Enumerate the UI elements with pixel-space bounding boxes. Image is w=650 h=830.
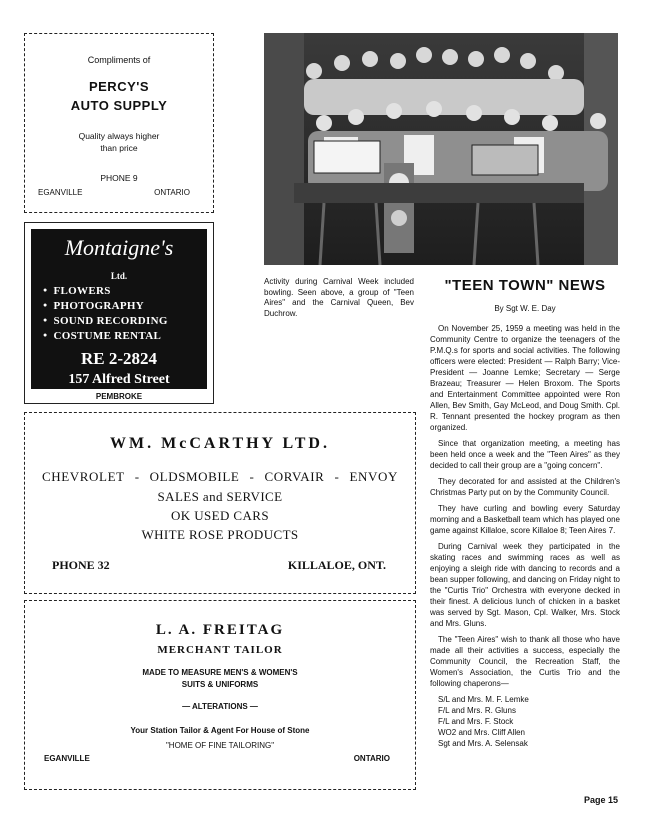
ad-city: PEMBROKE bbox=[95, 392, 143, 401]
ad-service-item: ● COSTUME RENTAL bbox=[43, 330, 168, 345]
ad-line3: WHITE ROSE PRODUCTS bbox=[141, 527, 299, 542]
ad-compliments: Compliments of bbox=[87, 55, 151, 65]
ad-ltd: Ltd. bbox=[110, 271, 128, 281]
ad-phone: PHONE 32 bbox=[52, 558, 110, 572]
article-paragraph: Since that organization meeting, a meeting has been held once a week and the "Teen Aires" as they decided to call their group are a "going concern". bbox=[430, 439, 620, 470]
ad-slogan-line2: than price bbox=[100, 143, 138, 153]
ad-line4: Your Station Tailor & Agent For House of Stone bbox=[130, 726, 310, 735]
ad-montaignes bbox=[24, 222, 214, 404]
article-paragraph: They have curling and bowling every Saturday morning and a Basketball team which has played one game against Killaloe, score Killaloe 8; Teen Aires 7. bbox=[430, 504, 620, 535]
article-paragraph: The "Teen Aires" wish to thank all those who have made all their activities a success, especially the Community Council, the Recreation Staff, the Women's Association, the Curtis Trio and the following chaperons— bbox=[430, 635, 620, 688]
ad-logo: Montaigne's bbox=[64, 235, 174, 260]
article-paragraph: They decorated for and assisted at the Children's Christmas Party put on by the Community Council. bbox=[430, 477, 620, 497]
ad-line3: — ALTERATIONS — bbox=[182, 702, 258, 711]
chaperon-item: WO2 and Mrs. Cliff Allen bbox=[438, 728, 525, 737]
ad-line2: SUITS & UNIFORMS bbox=[181, 680, 259, 689]
group-photo-image bbox=[264, 33, 618, 265]
ad-address: 157 Alfred Street bbox=[68, 372, 170, 387]
ad-name-line2: AUTO SUPPLY bbox=[70, 98, 168, 113]
photo-caption: Activity during Carnival Week included bowling. Seen above, a group of "Teen Aires" and the Carnival Queen, Bev Duchrow. bbox=[264, 277, 414, 318]
brand-item: CHEVROLET bbox=[42, 469, 125, 484]
ad-province: ONTARIO bbox=[353, 754, 390, 763]
group-photo bbox=[264, 33, 618, 265]
ad-percys-auto-supply bbox=[24, 33, 214, 213]
ad-services-list bbox=[43, 285, 168, 345]
ad-line1: SALES and SERVICE bbox=[157, 489, 283, 504]
ad-title: L. A. FREITAG bbox=[155, 622, 285, 638]
ad-service-item: ● PHOTOGRAPHY bbox=[43, 300, 168, 315]
article-byline: By Sgt W. E. Day bbox=[494, 304, 556, 313]
ad-line2: OK USED CARS bbox=[171, 508, 269, 523]
ad-phone: RE 2-2824 bbox=[80, 349, 158, 368]
ad-mccarthy bbox=[24, 412, 416, 594]
brand-separator: - bbox=[134, 469, 140, 484]
ad-city: KILLALOE, ONT. bbox=[287, 558, 386, 572]
brand-separator: - bbox=[334, 469, 340, 484]
chaperon-item: Sgt and Mrs. A. Selensak bbox=[438, 739, 528, 748]
ad-title: WM. McCARTHY LTD. bbox=[110, 435, 330, 452]
brand-item: OLDSMOBILE bbox=[149, 469, 240, 484]
ad-brands bbox=[42, 469, 398, 485]
article-paragraph: On November 25, 1959 a meeting was held in the Community Centre to organize the teenagers of the P.M.Q.s for sports and social activities. The following officers were elected: President — Ralph Barry; Vice-President — Joanne Lemke; Secretary — Serge Brazeau; Treasurer — Helen Broxom. The Sports and Entertainment Committee appointed were Ron Allen, Bev Smith, Gay McLeod, and Doug Smith. Cpl. R. Tennant presented the hockey program as then organized. bbox=[430, 324, 620, 432]
ad-city: EGANVILLE bbox=[38, 188, 83, 197]
ad-city: EGANVILLE bbox=[44, 754, 90, 763]
ad-subtitle: MERCHANT TAILOR bbox=[157, 644, 283, 656]
ad-phone: PHONE 9 bbox=[100, 173, 138, 183]
brand-item: ENVOY bbox=[349, 469, 398, 484]
ad-line5: "HOME OF FINE TAILORING" bbox=[165, 741, 275, 750]
ad-name-line1: PERCY'S bbox=[88, 79, 150, 94]
brand-separator: - bbox=[249, 469, 255, 484]
brand-item: CORVAIR bbox=[264, 469, 325, 484]
ad-service-item: ● FLOWERS bbox=[43, 285, 168, 300]
ad-black-panel bbox=[31, 229, 207, 389]
chaperon-item: S/L and Mrs. M. F. Lemke bbox=[438, 695, 529, 704]
article-teen-town-news bbox=[430, 277, 620, 749]
ad-slogan-line1: Quality always higher bbox=[78, 131, 160, 141]
article-paragraph: During Carnival week they participated in the skating races and swimming races as well as enjoying a sleigh ride with dancing to records and a bean supper following, and dancing on Friday night to the "Curtis Trio" Orchestra with everyone decked in their finest. A delicious lunch of chicken in a basket was served by Sgt. Mason, Cpl. Walker, Mrs. Stock and Mrs. Gluns. bbox=[430, 542, 620, 628]
ad-freitag bbox=[24, 600, 416, 790]
ad-line1: MADE TO MEASURE MEN'S & WOMEN'S bbox=[142, 668, 298, 677]
chaperon-item: F/L and Mrs. F. Stock bbox=[438, 717, 514, 726]
chaperon-item: F/L and Mrs. R. Gluns bbox=[438, 706, 516, 715]
article-title: "TEEN TOWN" NEWS bbox=[444, 277, 606, 294]
page-number: Page 15 bbox=[583, 795, 618, 805]
ad-service-item: ● SOUND RECORDING bbox=[43, 315, 168, 330]
ad-province: ONTARIO bbox=[154, 188, 190, 197]
